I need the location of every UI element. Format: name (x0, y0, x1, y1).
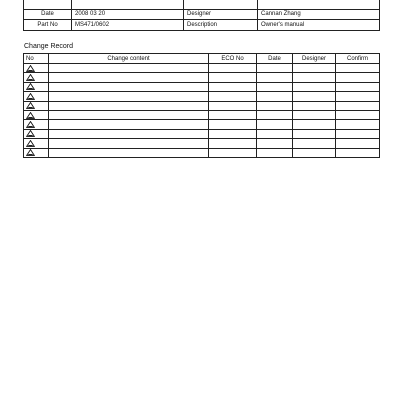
row-no-cell (24, 120, 49, 129)
row-cell (49, 148, 209, 157)
table-row (24, 129, 380, 138)
row-cell (293, 82, 336, 91)
date-label: Date (24, 9, 72, 20)
row-cell (257, 73, 293, 82)
row-cell (257, 120, 293, 129)
revision-triangle-icon (26, 121, 35, 128)
header-no: No (24, 54, 49, 64)
table-row (24, 82, 380, 91)
revision-triangle-icon (26, 93, 35, 100)
row-cell (49, 92, 209, 101)
description-label: Description (184, 20, 258, 31)
table-row (24, 73, 380, 82)
row-no-cell (24, 129, 49, 138)
row-cell (209, 101, 257, 110)
part-no-value: MS471/0602 (72, 20, 184, 31)
row-cell (336, 82, 380, 91)
row-no-cell (24, 73, 49, 82)
row-cell (49, 110, 209, 119)
row-cell (293, 120, 336, 129)
row-cell (257, 139, 293, 148)
row-no-cell (24, 92, 49, 101)
change-record-body (24, 64, 380, 158)
row-cell (293, 139, 336, 148)
row-cell (293, 64, 336, 73)
date-value: 2008 03 20 (72, 9, 184, 20)
row-cell (257, 110, 293, 119)
revision-triangle-icon (26, 83, 35, 90)
header-confirm: Confirm (336, 54, 380, 64)
table-row (24, 120, 380, 129)
revision-triangle-icon (26, 140, 35, 147)
row-cell (209, 139, 257, 148)
row-no-cell (24, 110, 49, 119)
row-cell (49, 139, 209, 148)
row-cell (257, 92, 293, 101)
header-date: Date (257, 54, 293, 64)
header-designer: Designer (293, 54, 336, 64)
table-row (24, 110, 380, 119)
revision-triangle-icon (26, 130, 35, 137)
row-cell (209, 73, 257, 82)
info-table (23, 0, 380, 31)
row-cell (257, 82, 293, 91)
info-row-date (24, 9, 380, 20)
row-cell (49, 73, 209, 82)
row-cell (209, 82, 257, 91)
row-no-cell (24, 82, 49, 91)
table-row (24, 101, 380, 110)
row-cell (209, 129, 257, 138)
row-cell (336, 110, 380, 119)
row-cell (49, 120, 209, 129)
row-cell (293, 148, 336, 157)
revision-triangle-icon (26, 65, 35, 72)
part-no-label: Part No (24, 20, 72, 31)
row-cell (293, 129, 336, 138)
row-cell (49, 129, 209, 138)
row-cell (336, 139, 380, 148)
row-cell (336, 148, 380, 157)
row-cell (49, 82, 209, 91)
row-no-cell (24, 148, 49, 157)
row-cell (209, 64, 257, 73)
info-row-part (24, 20, 380, 31)
row-cell (336, 120, 380, 129)
revision-triangle-icon (26, 102, 35, 109)
header-change-content: Change content (49, 54, 209, 64)
row-cell (336, 64, 380, 73)
row-no-cell (24, 101, 49, 110)
revision-triangle-icon (26, 112, 35, 119)
row-cell (257, 148, 293, 157)
info-row-top (24, 0, 380, 9)
row-cell (49, 64, 209, 73)
change-record-table (23, 53, 380, 158)
revision-triangle-icon (26, 149, 35, 156)
row-no-cell (24, 64, 49, 73)
designer-label: Designer (184, 9, 258, 20)
change-record-header (24, 54, 380, 64)
table-row (24, 64, 380, 73)
row-cell (336, 129, 380, 138)
row-cell (336, 73, 380, 82)
row-cell (257, 101, 293, 110)
row-cell (209, 110, 257, 119)
description-value: Owner's manual (258, 20, 380, 31)
row-cell (293, 110, 336, 119)
row-cell (209, 92, 257, 101)
row-cell (293, 92, 336, 101)
row-cell (293, 73, 336, 82)
revision-triangle-icon (26, 74, 35, 81)
header-eco-no: ECO No (209, 54, 257, 64)
table-row (24, 92, 380, 101)
row-cell (257, 129, 293, 138)
row-cell (336, 92, 380, 101)
row-cell (49, 101, 209, 110)
row-cell (209, 120, 257, 129)
row-cell (257, 64, 293, 73)
row-cell (336, 101, 380, 110)
change-record-title: Change Record (24, 43, 74, 50)
row-cell (209, 148, 257, 157)
table-row (24, 139, 380, 148)
table-row (24, 148, 380, 157)
row-no-cell (24, 139, 49, 148)
designer-value: Cannan Zhang (258, 9, 380, 20)
row-cell (293, 101, 336, 110)
